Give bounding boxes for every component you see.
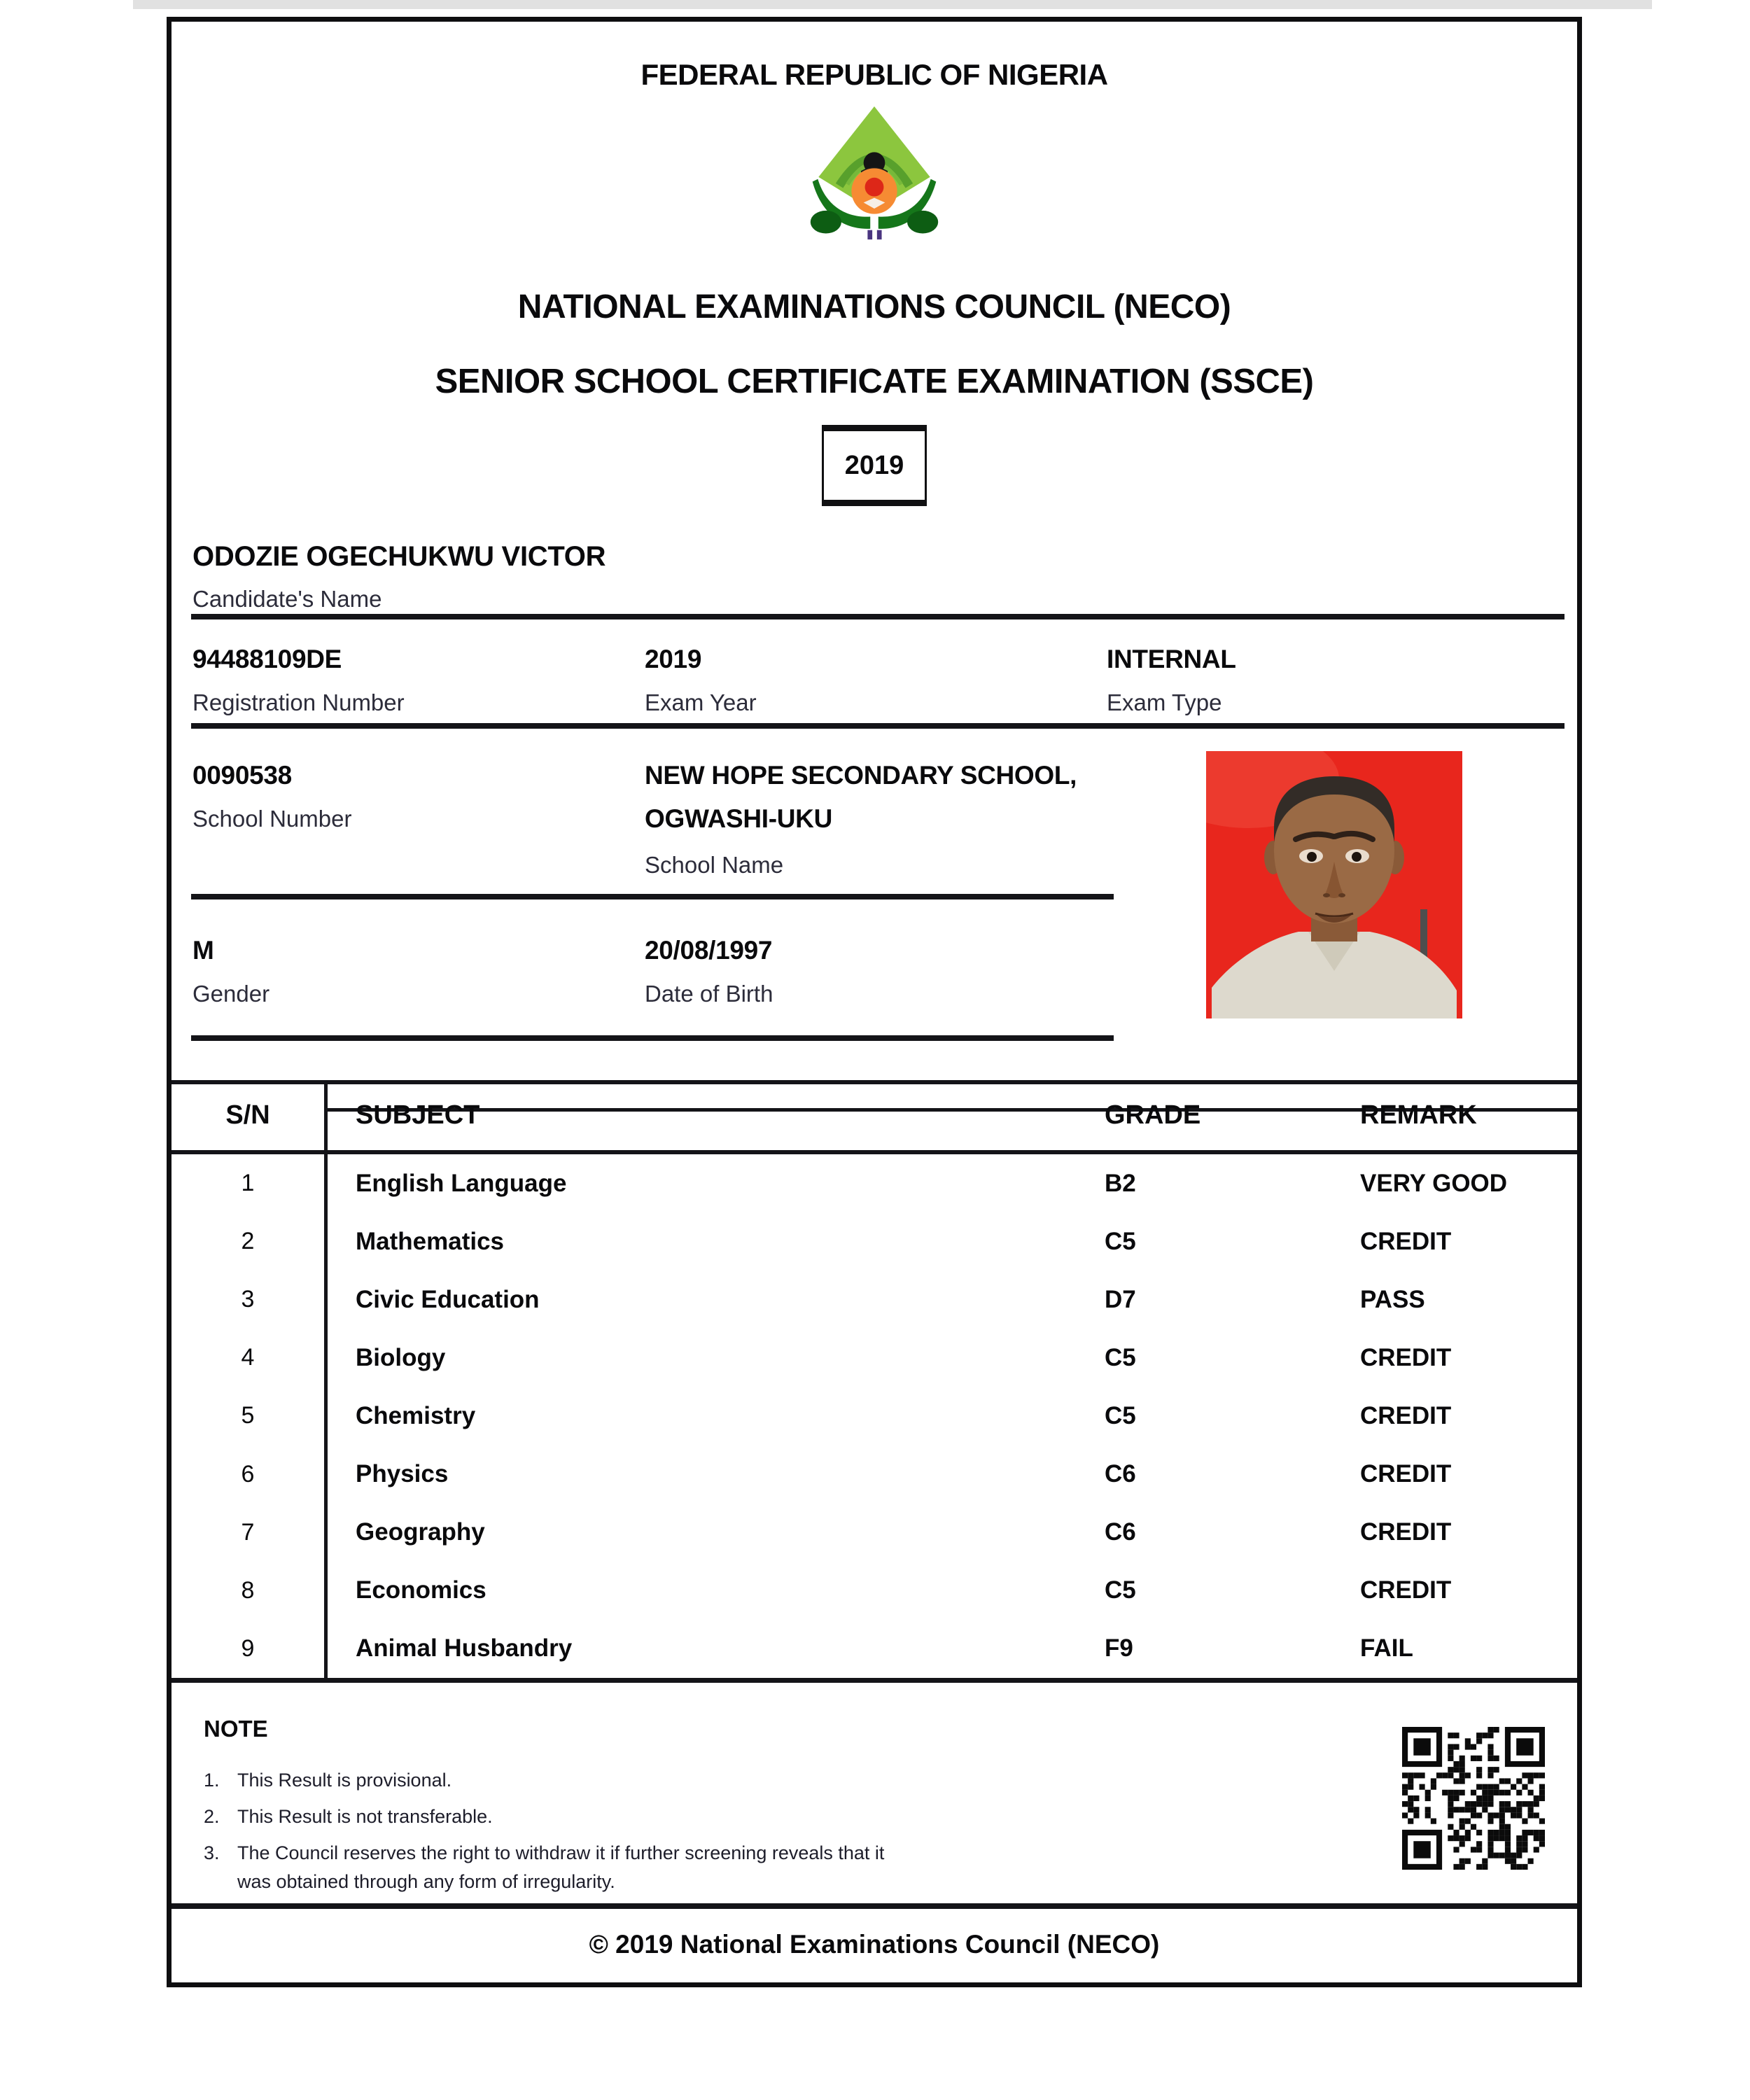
date-of-birth-label: Date of Birth	[645, 981, 774, 1007]
exam-year: 2019	[645, 645, 702, 673]
cell-sn: 4	[241, 1344, 255, 1371]
cell-subject: Chemistry	[356, 1401, 476, 1429]
cell-sn: 8	[241, 1576, 255, 1604]
cell-sn: 7	[241, 1518, 255, 1546]
council-title: NATIONAL EXAMINATIONS COUNCIL (NECO)	[517, 288, 1231, 326]
cell-subject: Mathematics	[356, 1227, 505, 1255]
cell-remark: CREDIT	[1360, 1227, 1452, 1255]
registration-number-label: Registration Number	[192, 690, 405, 715]
cell-subject: Civic Education	[356, 1285, 540, 1313]
exam-year-badge	[822, 425, 927, 506]
school-name-line2: OGWASHI-UKU	[645, 804, 833, 833]
cell-subject: Physics	[356, 1460, 449, 1488]
cell-remark: CREDIT	[1360, 1343, 1452, 1371]
note-item-text: This Result is provisional.	[237, 1770, 452, 1791]
divider-line	[191, 614, 1564, 620]
cell-remark: CREDIT	[1360, 1460, 1452, 1488]
col-header-remark: REMARK	[1360, 1100, 1477, 1130]
table-row	[172, 1329, 1577, 1387]
table-row	[172, 1562, 1577, 1620]
cell-sn: 9	[241, 1634, 255, 1662]
exam-year-label: Exam Year	[645, 690, 757, 715]
table-row	[172, 1270, 1577, 1329]
cell-grade: C5	[1105, 1343, 1136, 1371]
cell-grade: F9	[1105, 1634, 1133, 1662]
cell-subject: Geography	[356, 1518, 485, 1546]
cell-remark: VERY GOOD	[1360, 1169, 1508, 1197]
footer-divider-line	[172, 1903, 1577, 1909]
school-name-label: School Name	[645, 852, 784, 878]
cell-grade: D7	[1105, 1285, 1136, 1313]
note-item-number: 3.	[204, 1842, 220, 1863]
note-item-number: 2.	[204, 1806, 220, 1827]
cell-remark: PASS	[1360, 1285, 1425, 1313]
cell-sn: 3	[241, 1286, 255, 1313]
cell-remark: CREDIT	[1360, 1401, 1452, 1429]
note-item-number: 1.	[204, 1770, 220, 1791]
cell-remark: CREDIT	[1360, 1576, 1452, 1604]
exam-type-label: Exam Type	[1107, 690, 1222, 715]
school-name-line1: NEW HOPE SECONDARY SCHOOL,	[645, 761, 1077, 790]
registration-number: 94488109DE	[192, 645, 342, 673]
cell-grade: C5	[1105, 1227, 1136, 1255]
country-title: FEDERAL REPUBLIC OF NIGERIA	[640, 58, 1108, 91]
cell-subject: Animal Husbandry	[356, 1634, 573, 1662]
cell-sn: 1	[241, 1170, 255, 1197]
exam-type: INTERNAL	[1107, 645, 1236, 673]
note-list	[204, 1766, 888, 1904]
cell-grade: C5	[1105, 1576, 1136, 1604]
note-item	[204, 1766, 888, 1795]
scan-edge-artifact	[133, 0, 1652, 9]
cell-remark: CREDIT	[1360, 1518, 1452, 1546]
cell-sn: 2	[241, 1228, 255, 1255]
note-item-text: The Council reserves the right to withdraw it if further screening reveals that it was obtained through any form of irregularity.	[237, 1842, 885, 1892]
exam-title: SENIOR SCHOOL CERTIFICATE EXAMINATION (SSCE)	[435, 363, 1314, 400]
results-table-header	[172, 1080, 1577, 1150]
divider-line	[191, 1035, 1114, 1041]
note-item	[204, 1802, 888, 1831]
divider-line	[191, 894, 1114, 899]
certificate-document	[167, 17, 1582, 1987]
date-of-birth: 20/08/1997	[645, 936, 773, 965]
cell-grade: C6	[1105, 1460, 1136, 1488]
table-row	[172, 1154, 1577, 1212]
exam-year-badge-text: 2019	[844, 450, 904, 480]
cell-sn: 6	[241, 1460, 255, 1488]
school-number: 0090538	[192, 761, 292, 790]
qr-code-icon	[1402, 1727, 1545, 1870]
cell-grade: B2	[1105, 1169, 1136, 1197]
note-item-text: This Result is not transferable.	[237, 1806, 493, 1827]
note-heading: NOTE	[204, 1716, 268, 1742]
school-number-label: School Number	[192, 806, 352, 832]
candidate-photo	[1206, 751, 1462, 1018]
divider-line	[191, 723, 1564, 729]
candidate-name-label: Candidate's Name	[192, 586, 382, 612]
table-bottom-border	[172, 1678, 1577, 1683]
table-row	[172, 1504, 1577, 1562]
cell-remark: FAIL	[1360, 1634, 1413, 1662]
footer-copyright: © 2019 National Examinations Council (NECO)	[589, 1930, 1160, 1959]
cell-grade: C5	[1105, 1401, 1136, 1429]
cell-grade: C6	[1105, 1518, 1136, 1546]
cell-sn: 5	[241, 1402, 255, 1429]
results-table-body	[172, 1154, 1577, 1678]
col-header-subject: SUBJECT	[356, 1100, 480, 1130]
note-item	[204, 1839, 888, 1896]
cell-subject: English Language	[356, 1169, 567, 1197]
cell-subject: Biology	[356, 1343, 446, 1371]
cell-subject: Economics	[356, 1576, 486, 1604]
gender-label: Gender	[192, 981, 270, 1007]
table-row	[172, 1212, 1577, 1270]
candidate-name: ODOZIE OGECHUKWU VICTOR	[192, 541, 606, 572]
neco-logo-icon	[807, 103, 941, 246]
table-row	[172, 1387, 1577, 1445]
table-row	[172, 1620, 1577, 1678]
table-row	[172, 1446, 1577, 1504]
col-header-grade: GRADE	[1105, 1100, 1201, 1130]
col-header-sn: S/N	[225, 1100, 270, 1130]
gender-value: M	[192, 936, 214, 965]
